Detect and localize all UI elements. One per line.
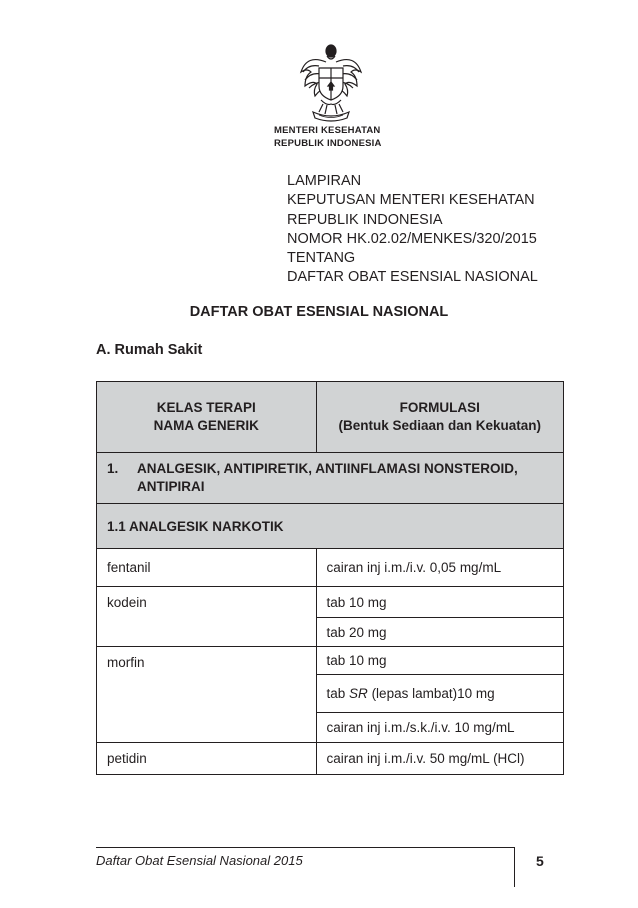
subgroup-row bbox=[97, 504, 564, 549]
table-header-row bbox=[97, 382, 564, 453]
group-number: 1. bbox=[107, 461, 119, 476]
lampiran-block bbox=[287, 172, 538, 288]
footer-vertical-divider bbox=[514, 847, 515, 887]
group-title: ANALGESIK, ANTIPIRETIK, ANTIINFLAMASI NONSTEROID, ANTIPIRAI bbox=[137, 461, 518, 494]
table-row bbox=[97, 647, 564, 675]
section-heading: A. Rumah Sakit bbox=[96, 342, 203, 358]
drug-name: petidin bbox=[97, 743, 317, 775]
header-kelas-terapi-line1: KELAS TERAPI bbox=[156, 400, 256, 415]
drug-name: kodein bbox=[97, 587, 317, 647]
group-row bbox=[97, 453, 564, 504]
header-formulasi-line2: (Bentuk Sediaan dan Kekuatan) bbox=[338, 418, 542, 433]
lampiran-line: DAFTAR OBAT ESENSIAL NASIONAL bbox=[287, 269, 538, 286]
formulation: tab 10 mg bbox=[316, 647, 563, 675]
drug-name: fentanil bbox=[97, 549, 317, 587]
formulation-sr: SR bbox=[349, 686, 368, 701]
footer-title: Daftar Obat Esensial Nasional 2015 bbox=[96, 853, 303, 868]
lampiran-line: NOMOR HK.02.02/MENKES/320/2015 bbox=[287, 230, 537, 247]
table-row bbox=[97, 743, 564, 775]
lampiran-line: TENTANG bbox=[287, 250, 356, 267]
group-cell bbox=[97, 453, 564, 504]
header-kelas-terapi-line2: NAMA GENERIK bbox=[153, 418, 259, 433]
header-formulasi bbox=[316, 382, 563, 453]
lampiran-line: KEPUTUSAN MENTERI KESEHATAN bbox=[287, 192, 535, 209]
formulation: cairan inj i.m./i.v. 50 mg/mL (HCl) bbox=[316, 743, 563, 775]
formulation: tab 10 mg bbox=[316, 587, 563, 618]
drug-name: morfin bbox=[97, 647, 317, 743]
lampiran-line: LAMPIRAN bbox=[287, 173, 362, 189]
formulation: tab 20 mg bbox=[316, 618, 563, 647]
formulation-suffix: (lepas lambat)10 mg bbox=[367, 686, 495, 701]
ministry-line-2: REPUBLIK INDONESIA bbox=[274, 138, 382, 149]
table-row bbox=[97, 549, 564, 587]
garuda-emblem-icon bbox=[297, 42, 365, 122]
formulation bbox=[316, 675, 563, 713]
table-row bbox=[97, 587, 564, 618]
formulation: cairan inj i.m./i.v. 0,05 mg/mL bbox=[316, 549, 563, 587]
formulation-prefix: tab bbox=[326, 686, 350, 701]
page-number: 5 bbox=[536, 853, 544, 869]
footer-divider bbox=[96, 847, 514, 848]
document-title: DAFTAR OBAT ESENSIAL NASIONAL bbox=[189, 304, 449, 320]
formulation: cairan inj i.m./s.k./i.v. 10 mg/mL bbox=[316, 713, 563, 743]
ministry-header bbox=[274, 124, 382, 150]
subgroup-title: 1.1 ANALGESIK NARKOTIK bbox=[97, 504, 564, 549]
header-kelas-terapi bbox=[97, 382, 317, 453]
ministry-line-1: MENTERI KESEHATAN bbox=[274, 125, 381, 136]
drug-table bbox=[96, 381, 564, 775]
lampiran-line: REPUBLIK INDONESIA bbox=[287, 211, 443, 228]
header-formulasi-line1: FORMULASI bbox=[399, 400, 480, 415]
